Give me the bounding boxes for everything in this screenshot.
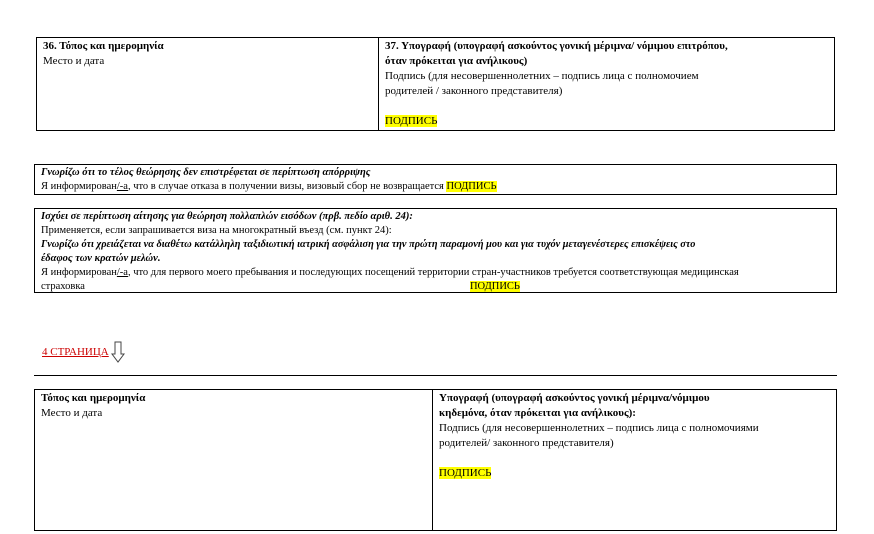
multiple-entry-cell: [35, 209, 836, 292]
page-marker: [42, 341, 125, 363]
multiple-entry-note: Применяется, если запрашивается виза на многократный въезд (см. пункт 24):: [41, 225, 392, 236]
signature-title-line1: Υπογραφή (υπογραφή ασκούντος γονική μέριμνα/νόμιμου: [439, 392, 710, 404]
insurance-greek-line2: έδαφος των κρατών μελών.: [41, 253, 161, 264]
place-date-cell: [35, 390, 432, 530]
field-37-title-line2: όταν πρόκειται για ανήλικους): [385, 55, 528, 67]
multiple-entry-insurance-box: [34, 208, 837, 293]
place-date-cell: [37, 38, 378, 130]
down-arrow-icon: [111, 341, 125, 363]
place-date-subtitle: Место и дата: [41, 407, 103, 419]
insurance-greek-line1: Γνωρίζω ότι χρειάζεται να διαθέτω κατάλληλη ταξιδιωτική ιατρική ασφάλιση για την πρώτη παραμονή μου και για τυχόν μεταγενέστερες επισκέψεις στο: [41, 239, 696, 250]
signature-placeholder[interactable]: ПОДПИСЬ: [469, 281, 520, 292]
field-37-title-line1: 37. Υπογραφή (υπογραφή ασκούντος γονική μέριμνα/ νόμιμου επιτρόπου,: [385, 40, 728, 52]
insurance-ru-line2: страховка ПОДПИСЬ: [41, 281, 520, 292]
fee-non-refund-cell: [35, 165, 836, 194]
place-date-title: Τόπος και ημερομηνία: [41, 392, 146, 404]
field-36-subtitle: Место и дата: [43, 55, 105, 67]
signature-placeholder[interactable]: ПОДПИСЬ: [385, 115, 438, 127]
signature-placeholder[interactable]: ПОДПИСЬ: [439, 467, 492, 479]
signature-title-line2: κηδεμόνα, όταν πρόκειται για ανήλικους):: [439, 407, 636, 419]
place-date-signature-box-36-37: [36, 37, 835, 131]
page-divider: [34, 375, 837, 376]
signature-cell: [378, 38, 834, 130]
field-36-title: 36. Τόπος και ημερομηνία: [43, 40, 164, 52]
insurance-ru-line1: Я информирован/-а, что для первого моего пребывания и последующих посещений территории стран-участников требуется соответствующая медицинская: [41, 267, 739, 278]
field-37-text-line2: родителей / законного представителя): [385, 85, 563, 97]
signature-text-line2: родителей/ законного представителя): [439, 437, 614, 449]
multiple-entry-title: Ισχύει σε περίπτωση αίτησης για θεώρηση πολλαπλών εισόδων (πρβ. πεδίο αριθ. 24):: [41, 211, 413, 222]
page-number-label: 4 СТРАНИЦА: [42, 345, 109, 358]
fee-non-refund-box: [34, 164, 837, 195]
signature-text-line1: Подпись (для несовершеннолетних – подпись лица с полномочиями: [439, 422, 759, 434]
fee-non-refund-title: Γνωρίζω ότι το τέλος θεώρησης δεν επιστρέφεται σε περίπτωση απόρριψης: [41, 167, 371, 178]
place-date-signature-box-page4: [34, 389, 837, 531]
field-37-text-line1: Подпись (для несовершеннолетних – подпись лица с полномочием: [385, 70, 699, 82]
fee-non-refund-text: Я информирован/-а, что в случае отказа в получении визы, визовый сбор не возвращается ПОДПИСЬ: [41, 181, 497, 192]
signature-cell: [432, 390, 836, 530]
signature-placeholder[interactable]: ПОДПИСЬ: [446, 181, 497, 192]
